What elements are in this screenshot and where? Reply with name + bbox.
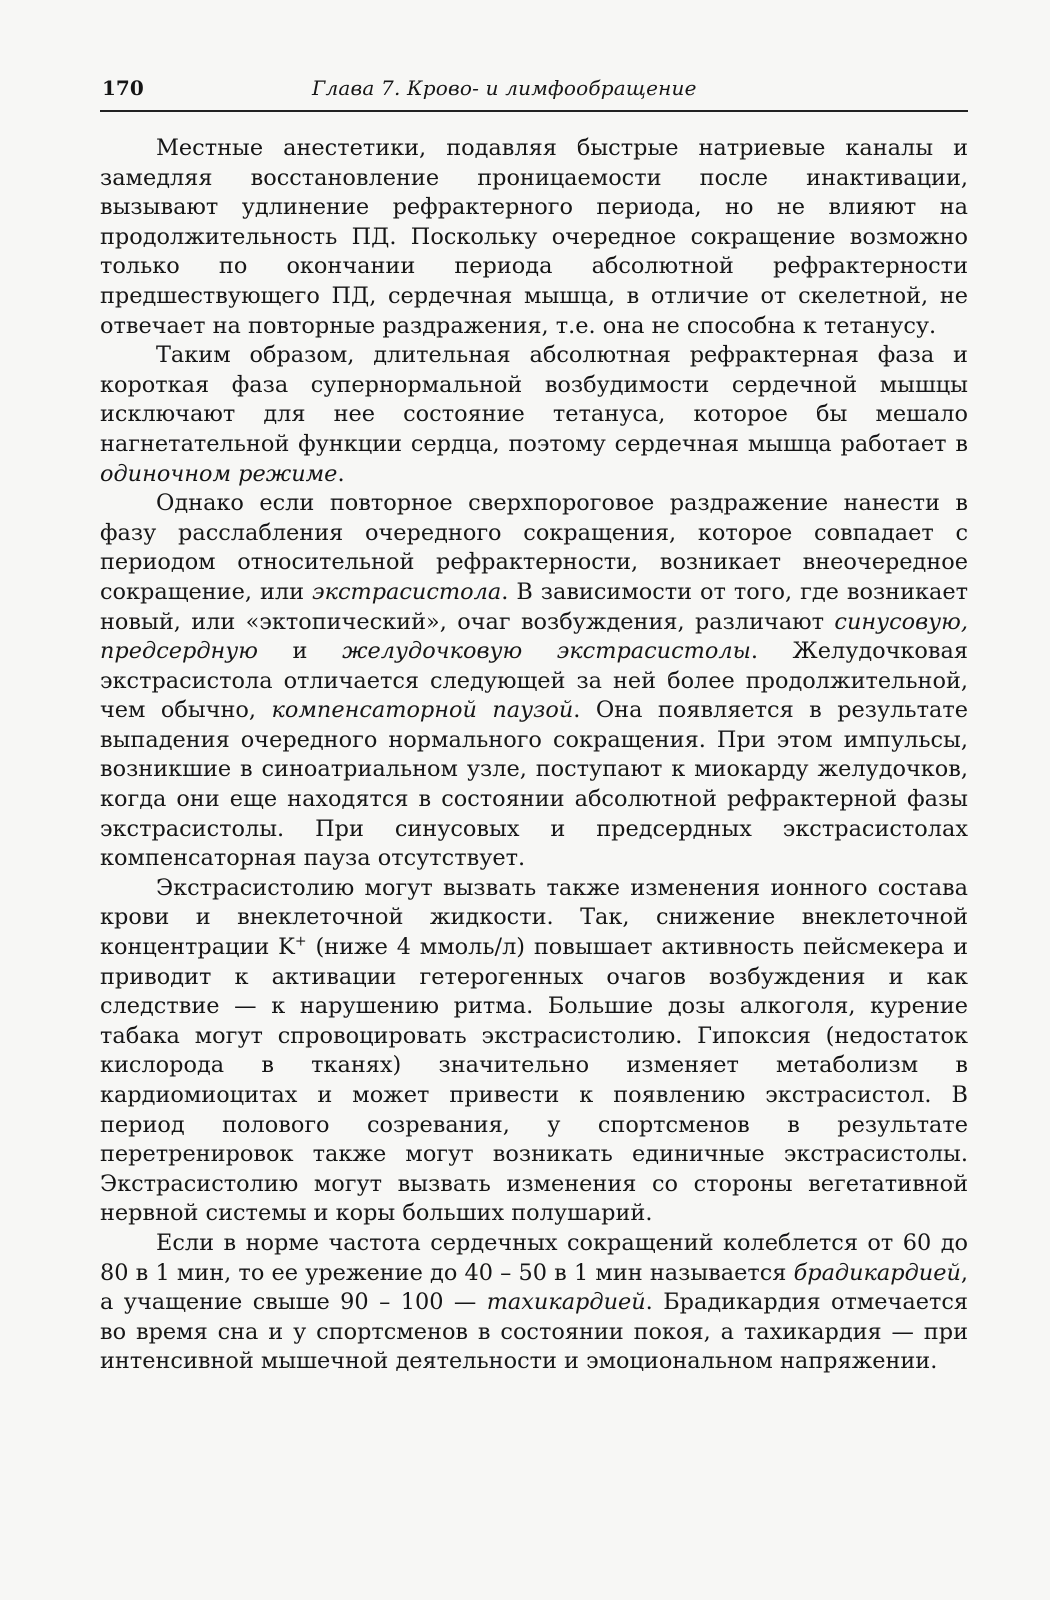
italic-term: компенсаторной паузой xyxy=(271,697,574,724)
italic-term: экстрасистола xyxy=(312,578,502,605)
text-segment: . xyxy=(337,460,345,487)
text-segment: . Она появляется в результате выпадения очередного нормального сокращения. При этом импульсы, возникшие в синоатриальном узле, поступают к миокарду желудочков, когда они еще находятся в состоянии абсолютной рефрактерной фазы экстрасистолы. При синусовых и предсердных экстрасистолах компенсаторная пауза отсутствует. xyxy=(100,697,968,872)
italic-term: синусовую, предсердную xyxy=(100,608,968,665)
paragraph xyxy=(100,1229,968,1377)
paragraph xyxy=(100,489,968,874)
page-header xyxy=(100,74,968,112)
text-segment: Если в норме частота сердечных сокращений колеблется от 60 до 80 в 1 мин, то ее урежение до 40 – 50 в 1 мин называется xyxy=(100,1229,968,1286)
text-segment: и xyxy=(257,638,343,665)
text-segment: . Желудочковая экстрасистола отличается следующей за ней более продолжительной, чем обычно, xyxy=(100,638,968,724)
italic-term: тахикардией xyxy=(486,1289,646,1316)
chapter-title: Глава 7. Крово- и лимфообращение xyxy=(312,76,697,100)
page-number: 170 xyxy=(102,76,144,100)
text-segment: (ниже 4 ммоль/л) повышает активность пейсмекера и приводит к активации гетерогенных очагов возбуждения и как следствие — к нарушению ритма. Большие дозы алкоголя, курение табака могут спровоцировать экстрасистолию. Гипоксия (недостаток кислорода в тканях) значительно изменяет метаболизм в кардиомиоцитах и может привести к появлению экстрасистол. В период полового созревания, у спортсменов в результате перетренировок также могут возникать единичные экстрасистолы. Экстрасистолию могут вызвать изменения со стороны вегетативной нервной системы и коры больших полушарий. xyxy=(100,934,968,1227)
text-segment: . Брадикардия отмечается во время сна и у спортсменов в состоянии покоя, а тахикардия — при интенсивной мышечной деятельности и эмоциональном напряжении. xyxy=(100,1289,968,1375)
paragraph xyxy=(100,341,968,489)
text-segment: Однако если повторное сверхпороговое раздражение нанести в фазу расслабления очередного сокращения, которое совпадает с периодом относительной рефрактерности, возникает внеочередное сокращение, или xyxy=(100,490,968,605)
text-segment: Местные анестетики, подавляя быстрые натриевые каналы и замедляя восстановление проницаемости после инактивации, вызывают удлинение рефрактерного периода, но не влияют на продолжительность ПД. Поскольку очередное сокращение возможно только по окончании периода абсолютной рефрактерности предшествующего ПД, сердечная мышца, в отличие от скелетной, не отвечает на повторные раздражения, т.е. она не способна к тетанусу. xyxy=(100,135,968,339)
text-segment: Таким образом, длительная абсолютная рефрактерная фаза и короткая фаза супернормальной возбудимости сердечной мышцы исключают для нее состояние тетануса, которое бы мешало нагнетательной функции сердца, поэтому сердечная мышца работает в xyxy=(100,342,968,457)
paragraph xyxy=(100,874,968,1229)
text-segment: . В зависимости от того, где возникает новый, или «эктопический», очаг возбуждения, различают xyxy=(100,578,968,635)
italic-term: одиночном режиме xyxy=(100,460,338,487)
italic-term: брадикардией xyxy=(793,1259,961,1286)
superscript-charge: + xyxy=(294,933,307,950)
body-text xyxy=(100,134,968,1377)
text-segment: Экстрасистолию могут вызвать также изменения ионного состава крови и внеклеточной жидкости. Так, снижение внеклеточной концентрации K xyxy=(100,874,968,961)
italic-term: желудочковую экстрасистолы xyxy=(342,638,751,665)
text-segment: , а учащение свыше 90 – 100 — xyxy=(100,1259,968,1316)
paragraph xyxy=(100,134,968,341)
